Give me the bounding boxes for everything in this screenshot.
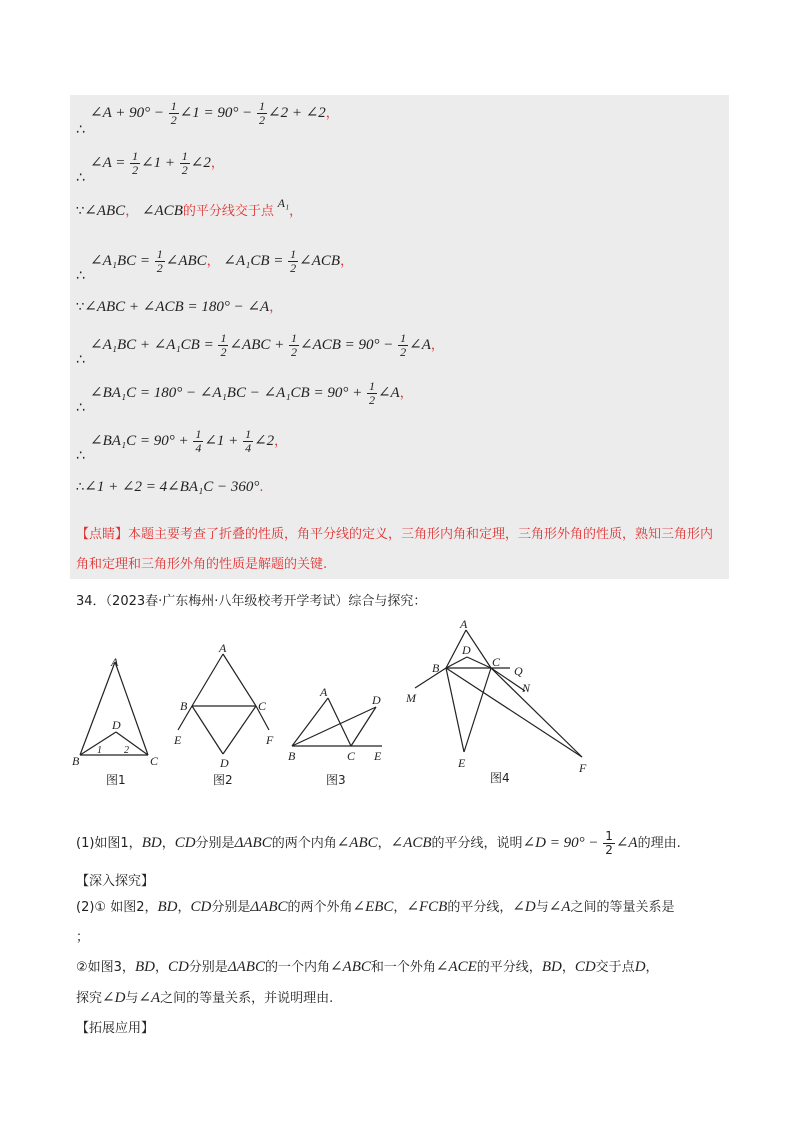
fig4-label-n: N	[522, 681, 531, 695]
fig4-label-q: Q	[514, 664, 523, 678]
fig2-label-b: B	[180, 699, 188, 713]
solution-line-1: ∠A + 90° − $\frac{1}{2}$ ∠1 = 90° − $\frac{1}{2}$ ∠2 + ∠2，	[90, 99, 339, 127]
fig3-label-a: A	[320, 685, 328, 699]
fig2-label-f: F	[266, 733, 274, 747]
question-part-2-1-end: ；	[76, 930, 90, 945]
fig3-label-e: E	[374, 749, 382, 763]
figures-group	[70, 612, 610, 792]
fig1-caption: 图1	[106, 773, 126, 787]
fig4-label-a: A	[460, 617, 468, 631]
fig2-label-e: E	[174, 733, 182, 747]
therefore-symbol: ∴	[76, 268, 85, 284]
fig1-label-a: A	[111, 655, 119, 669]
solution-line-6: ∠A₁BC + ∠A₁CB = $\frac{1}{2}$ ∠ABC + $\frac{1}{2}$ ∠ACB = 90° − $\frac{1}{2}$ ∠A，	[90, 331, 444, 359]
therefore-symbol: ∴	[76, 122, 85, 138]
therefore-symbol: ∴	[76, 448, 85, 464]
solution-line-9: ∴∠1 + ∠2 = 4∠BA₁C − 360°.	[76, 479, 264, 495]
fig2-label-d: D	[220, 756, 229, 770]
therefore-symbol: ∴	[76, 400, 85, 416]
fig4-label-c: C	[492, 655, 501, 669]
fig3-caption: 图3	[326, 773, 346, 787]
figure-2	[173, 641, 274, 787]
solution-line-4: ∠A₁BC = $\frac{1}{2}$ ∠ABC， ∠A₁CB = $\frac{1}{2}$ ∠ACB，	[90, 247, 354, 275]
fig3-label-d: D	[372, 693, 381, 707]
fig4-label-b: B	[432, 661, 440, 675]
solution-line-2: ∠A = $\frac{1}{2}$ ∠1 + $\frac{1}{2}$ ∠2，	[90, 149, 224, 177]
fig1-angle-1: 1	[97, 745, 102, 756]
therefore-symbol: ∴	[76, 170, 85, 186]
fig4-label-m: M	[406, 691, 416, 705]
deep-explore-heading: 【深入探究】	[76, 874, 155, 889]
fig4-label-d: D	[462, 643, 471, 657]
key-point-summary: 【点睛】本题主要考查了折叠的性质，角平分线的定义，三角形内角和定理，三角形外角的性质，熟知三角形内角和定理和三角形外角的性质是解题的关键.	[76, 527, 714, 572]
question-part-2-2: ②如图3，BD，CD分别是ΔABC的一个内角∠ABC和一个外角∠ACE的平分线，BD，CD交于点D，	[76, 959, 659, 975]
fig4-label-f: F	[579, 761, 587, 775]
solution-line-7: ∠BA₁C = 180° − ∠A₁BC − ∠A₁CB = 90° + $\frac{1}{2}$ ∠A，	[90, 379, 413, 407]
fig1-label-c: C	[150, 754, 159, 768]
solution-line-8: ∠BA₁C = 90° + $\frac{1}{4}$ ∠1 + $\frac{1}{4}$ ∠2，	[90, 427, 288, 455]
fig1-angle-2: 2	[124, 745, 129, 756]
fig1-label-b: B	[72, 754, 80, 768]
fig4-caption: 图4	[490, 771, 510, 785]
question-part-1: (1)如图1，BD，CD分别是ΔABC的两个内角∠ABC，∠ACB的平分线，说明∠D = 90° − $\frac{1}{2}$ ∠A的理由.	[76, 829, 681, 857]
fig4-label-e: E	[458, 756, 466, 770]
question-header: 34．（2023春·广东梅州·八年级校考开学考试）综合与探究：	[76, 594, 427, 609]
figure-1	[72, 655, 159, 787]
solution-line-5: ∵∠ABC + ∠ACB = 180° − ∠A，	[76, 299, 283, 315]
extension-heading: 【拓展应用】	[76, 1021, 155, 1036]
figure-4	[405, 617, 587, 785]
therefore-symbol: ∴	[76, 352, 85, 368]
fig2-label-c: C	[258, 699, 267, 713]
question-part-2-1: (2)① 如图2，BD，CD分别是ΔABC的两个外角∠EBC，∠FCB的平分线，∠D与∠A之间的等量关系是	[76, 899, 675, 915]
fig3-label-b: B	[288, 749, 296, 763]
solution-line-3: ∵∠ABC， ∠ACB的平分线交于点 $^{A_1}$，	[76, 196, 303, 219]
fig1-label-d: D	[112, 718, 121, 732]
question-part-2-2-cont: 探究∠D与∠A之间的等量关系，并说明理由.	[76, 990, 334, 1006]
fig2-label-a: A	[219, 641, 227, 655]
figure-3	[288, 685, 382, 787]
fig2-caption: 图2	[213, 773, 233, 787]
fig3-label-c: C	[347, 749, 356, 763]
